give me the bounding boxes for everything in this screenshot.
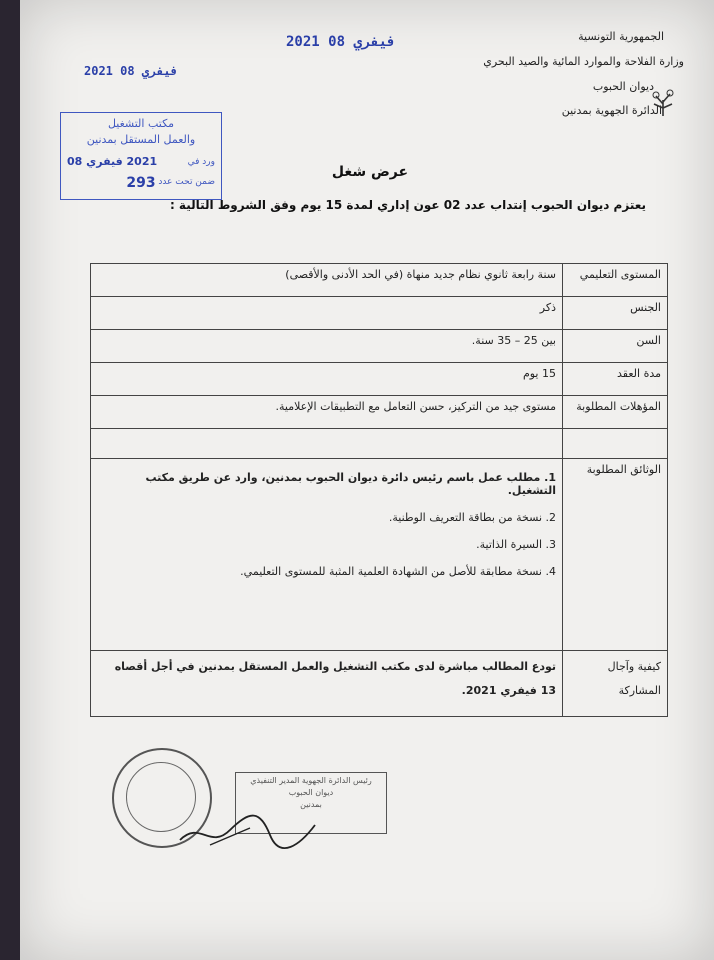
left-date-stamp: 2021 فيفري 08 [84, 64, 178, 78]
stamp-recorded-label: ضمن تحت عدد [158, 177, 215, 187]
participation-label: كيفية وآجال المشاركة [563, 651, 668, 717]
table-row-empty [91, 429, 668, 459]
stamp-number: 293 [126, 175, 156, 191]
row-label: مدة العقد [563, 363, 668, 396]
header-office: ديوان الحبوب [592, 80, 654, 93]
documents-label: الوثائق المطلوبة [563, 459, 668, 651]
list-item: 1. مطلب عمل باسم رئيس دائرة ديوان الحبوب بمدنين، وارد عن طريق مكتب التشغيل. [145, 471, 556, 497]
list-item: 4. نسخة مطابقة للأصل من الشهادة العلمية المثبة للمستوى التعليمي. [240, 565, 556, 578]
row-label: الجنس [563, 297, 668, 330]
table-row [91, 297, 668, 330]
row-value: 15 يوم [91, 363, 563, 396]
top-date-stamp: 2021 فيفري 08 [286, 34, 396, 50]
tree-emblem-icon [648, 86, 678, 118]
row-label: المستوى التعليمي [563, 264, 668, 297]
participation-value: تودع المطالب مباشرة لدى مكتب التشغيل والعمل المستقل بمدنين في أجل أقصاه 13 فيفري 2021. [91, 651, 563, 717]
stamp-received-date: 2021 فيفري 08 [67, 155, 158, 168]
table-row-documents [91, 459, 668, 651]
header-ministry: وزارة الفلاحة والموارد المائية والصيد البحري [483, 55, 684, 68]
table-row [91, 264, 668, 297]
stamp-received-label: ورد في [187, 157, 215, 167]
stamp-line-1: مكتب التشغيل [107, 117, 175, 130]
signature-stamp-line-1: رئيس الدائرة الجهوية المدير التنفيذي [250, 776, 372, 785]
header-country: الجمهورية التونسية [578, 30, 664, 43]
row-value: ذكر [91, 297, 563, 330]
employment-office-stamp [60, 112, 222, 200]
table-row [91, 363, 668, 396]
row-value: بين 25 – 35 سنة. [91, 330, 563, 363]
table-row-participation [91, 651, 668, 717]
list-item: 2. نسخة من بطاقة التعريف الوطنية. [388, 511, 556, 524]
documents-list [91, 459, 563, 651]
row-value: سنة رابعة ثانوي نظام جديد منهاة (في الحد الأدنى والأقصى) [91, 264, 563, 297]
table-row [91, 330, 668, 363]
signature-stamp-line-2: ديوان الحبوب [288, 788, 334, 797]
stamp-line-2: والعمل المستقل بمدنين [86, 133, 196, 146]
row-label: المؤهلات المطلوبة [563, 396, 668, 429]
document-page [20, 0, 714, 960]
row-label: السن [563, 330, 668, 363]
signature-stamp-line-3: بمدنين [300, 800, 322, 809]
document-intro: يعتزم ديوان الحبوب إنتداب عدد 02 عون إداري لمدة 15 يوم وفق الشروط التالية : [169, 198, 646, 212]
conditions-table [90, 263, 668, 717]
header-directorate: الدائرة الجهوية بمدنين [561, 104, 662, 117]
handwritten-signature [170, 800, 320, 860]
table-row [91, 396, 668, 429]
list-item: 3. السيرة الذاتية. [476, 538, 556, 551]
document-title: عرض شغل [331, 164, 409, 180]
row-value: مستوى جيد من التركيز، حسن التعامل مع التطبيقات الإعلامية. [91, 396, 563, 429]
